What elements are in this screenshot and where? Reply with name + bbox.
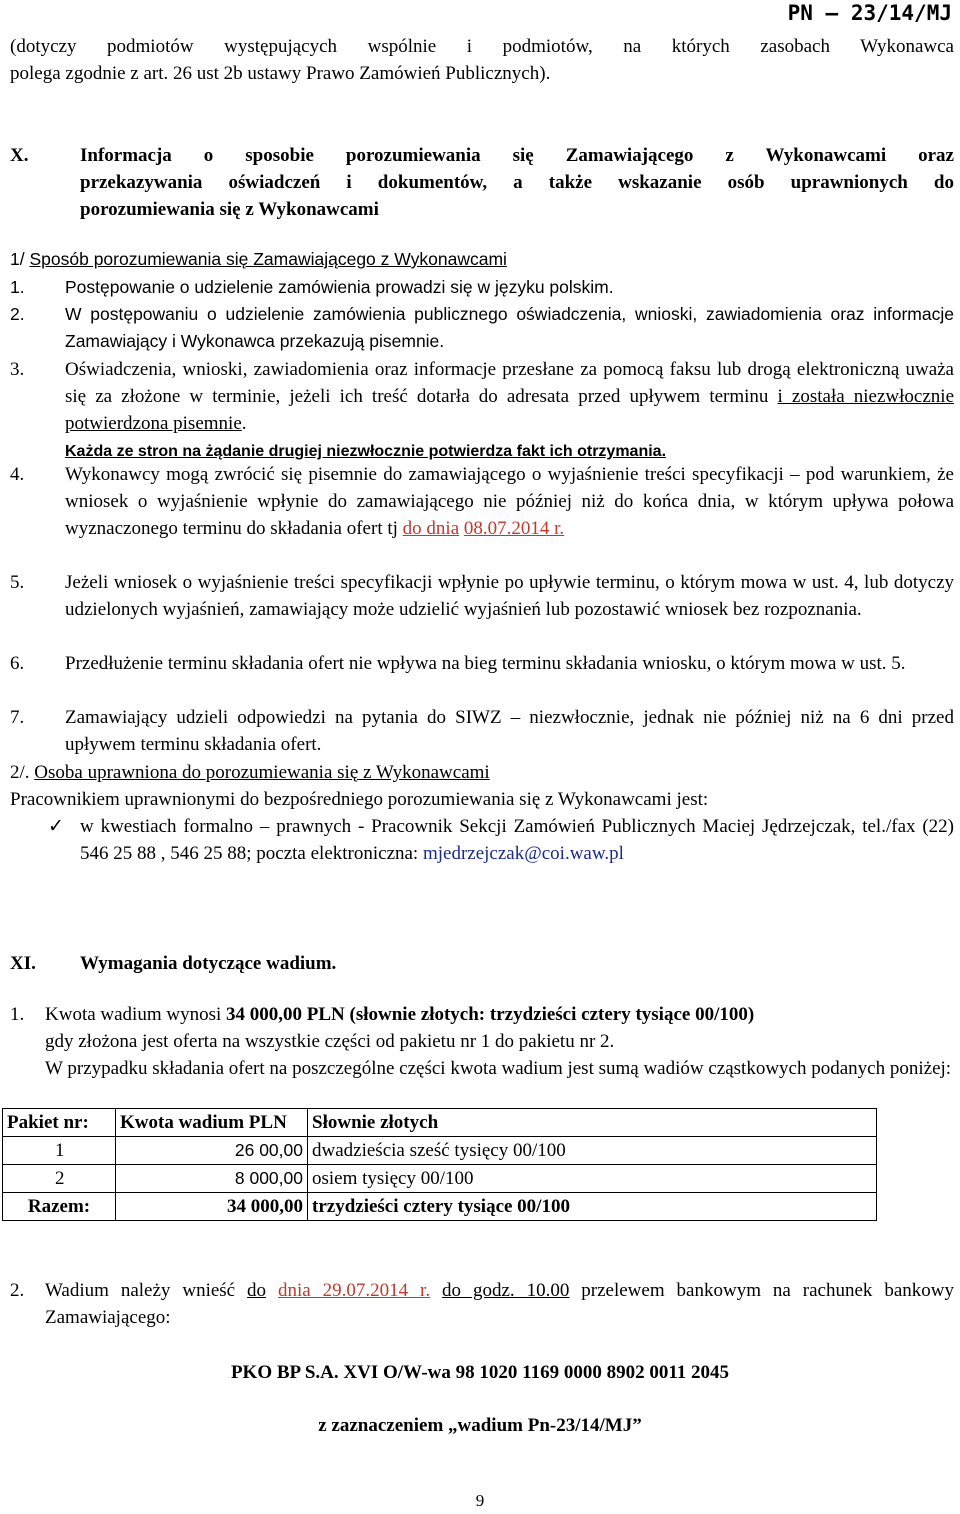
table-total-row: Razem: 34 000,00 trzydzieści cztery tysiące 00/100 [3, 1193, 877, 1221]
wadium-table [2, 1108, 877, 1221]
list-item: 7. Zamawiający udzieli odpowiedzi na pytania do SIWZ – niezwłocznie, jednak nie później niż na 6 dni przed upływem terminu składania ofert. [10, 707, 954, 755]
section-x-title-3: porozumiewania się z Wykonawcami [80, 199, 379, 220]
transfer-reference: z zaznaczeniem „wadium Pn-23/14/MJ” [318, 1415, 642, 1436]
list-item-3: 3. Oświadczenia, wnioski, zawiadomienia oraz informacje przesłane za pomocą faksu lub drogą elektroniczną uważa się za złożone w terminie, jeżeli ich treść dotarła do adresata przed upływem terminu i została niezwłocznie potwierdzona pisemnie. Każda ze stron na żądanie drugiej niezwłocznie potwierdza fakt ich otrzymania. [10, 359, 954, 460]
document-code: PN – 23/14/MJ [787, 1, 952, 25]
section-x-title-2: przekazywania oświadczeń i dokumentów, a także wskazanie osób uprawnionych do [80, 172, 954, 193]
table-header-row: Pakiet nr: Kwota wadium PLN Słownie złotych [3, 1109, 877, 1137]
list-item: 5. Jeżeli wniosek o wyjaśnienie treści specyfikacji wpłynie po upływie terminu, o którym mowa w ust. 4, lub dotyczy udzielonych wyjaśnień, zamawiający może udzielić wyjaśnień lub pozostawić wniosek bez rozpoznania. [10, 572, 954, 620]
wadium-deadline: dnia 29.07.2014 r. [277, 1280, 431, 1301]
deadline-date: 08.07.2014 r. [463, 518, 565, 539]
table-row: 2 8 000,00 osiem tysięcy 00/100 [3, 1165, 877, 1193]
list-item: 1. Postępowanie o udzielenie zamówienia prowadzi się w języku polskim. [10, 277, 614, 297]
wadium-p2-num: 2. [10, 1280, 25, 1301]
subsection-2-title: Osoba uprawniona do porozumiewania się z Wykonawcami [34, 762, 490, 783]
section-x-title-1: Informacja o sposobie porozumiewania się Zamawiającego z Wykonawcami oraz [80, 145, 954, 166]
page-number: 9 [475, 1491, 485, 1510]
confirmation-note: Każda ze stron na żądanie drugiej niezwłocznie potwierdza fakt ich otrzymania. [65, 443, 667, 460]
subsection-1-heading [10, 246, 507, 273]
wadium-p2: Wadium należy wnieść do dnia 29.07.2014 r. do godz. 10.00 przelewem bankowym na rachunek bankowy Zamawiającego: [45, 1280, 954, 1328]
table-row: 1 26 00,00 dwadzieścia sześć tysięcy 00/100 [3, 1137, 877, 1165]
bank-account: PKO BP S.A. XVI O/W-wa 98 1020 1169 0000 8902 0011 2045 [230, 1362, 730, 1383]
intro-line-1: (dotyczy podmiotów występujących wspólnie i podmiotów, na których zasobach Wykonawca [10, 36, 954, 57]
list-item: 2. W postępowaniu o udzielenie zamówienia publicznego oświadczenia, wnioski, zawiadomienia oraz informacje Zamawiający i Wykonawca przekazują pisemnie. [10, 304, 954, 351]
subsection-2-intro: Pracownikiem uprawnionymi do bezpośredniego porozumiewania się z Wykonawcami jest: [10, 789, 709, 810]
section-x-number: X. [10, 145, 29, 166]
section-xi-number: XI. [10, 953, 36, 974]
section-xi-title: Wymagania dotyczące wadium. [80, 953, 337, 974]
subsection-2-heading: 2/. Osoba uprawniona do porozumiewania się z Wykonawcami [10, 762, 490, 783]
wadium-p1: Kwota wadium wynosi 34 000,00 PLN (słownie złotych: trzydzieści cztery tysiące 00/100) gdy złożona jest oferta na wszystkie części od pakietu nr 1 do pakietu nr 2. W przypadku składania ofert na poszczególne części kwota wadium jest sumą wadiów cząstkowych podanych poniżej: [45, 1004, 952, 1079]
contact-person: w kwestiach formalno – prawnych - Pracownik Sekcji Zamówień Publicznych Maciej Jędrzejczak, tel./fax (22) 546 25 88 , 546 25 88; poczta elektroniczna: mjedrzejczak@coi.waw.pl [80, 816, 954, 864]
subsection-1-title: Sposób porozumiewania się Zamawiającego z Wykonawcami [29, 249, 507, 269]
wadium-p1-num: 1. [10, 1004, 25, 1025]
intro-line-2: polega zgodnie z art. 26 ust 2b ustawy Prawo Zamówień Publicznych). [10, 63, 551, 84]
subsection-1-prefix: 1/ [10, 249, 25, 269]
list-item-4: 4. Wykonawcy mogą zwrócić się pisemnie do zamawiającego o wyjaśnienie treści specyfikacji – pod warunkiem, że wniosek o wyjaśnienie wpłynie do zamawiającego nie później niż do końca dnia, w którym upływa połowa wyznaczonego terminu do składania ofert tj do dnia 08.07.2014 r. [10, 464, 954, 539]
wadium-amount: 34 000,00 PLN (słownie złotych: trzydzieści cztery tysiące 00/100) [226, 1004, 755, 1025]
list-item: 6. Przedłużenie terminu składania ofert nie wpływa na bieg terminu składania wniosku, o którym mowa w ust. 5. [10, 653, 906, 674]
check-icon: ✓ [48, 816, 64, 837]
contact-email[interactable]: mjedrzejczak@coi.waw.pl [422, 843, 624, 864]
